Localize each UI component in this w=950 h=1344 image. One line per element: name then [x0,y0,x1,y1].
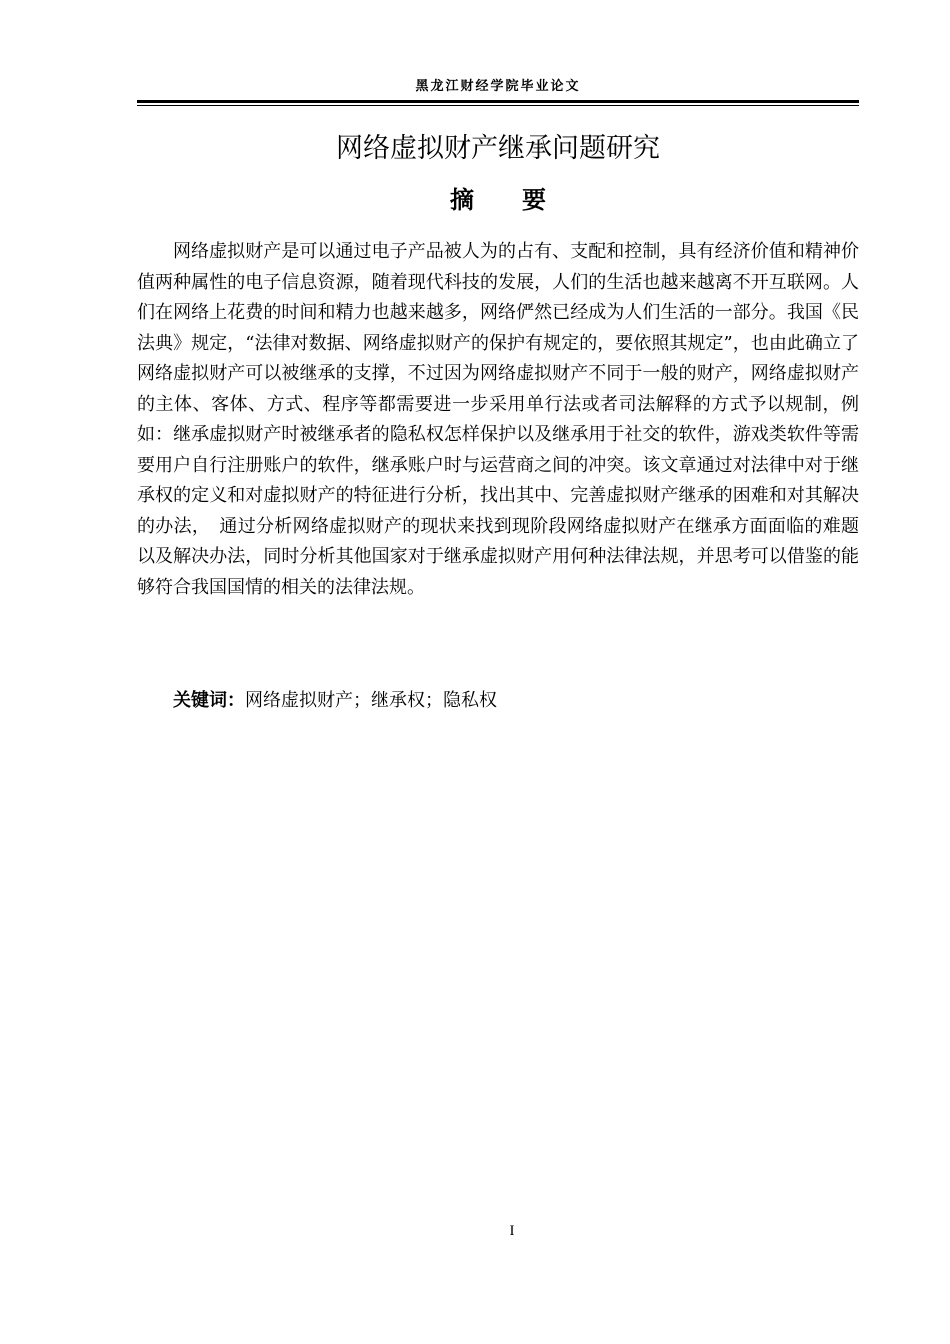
abstract-body: 网络虚拟财产是可以通过电子产品被人为的占有、支配和控制，具有经济价值和精神价值两种属性的电子信息资源，随着现代科技的发展，人们的生活也越来越离不开互联网。人们在网络上花费的时间和精力也越来越多，网络俨然已经成为人们生活的一部分。我国《民法典》规定，“法律对数据、网络虚拟财产的保护有规定的，要依照其规定”，也由此确立了网络虚拟财产可以被继承的支撑，不过因为网络虚拟财产不同于一般的财产，网络虚拟财产的主体、客体、方式、程序等都需要进一步采用单行法或者司法解释的方式予以规制，例如：继承虚拟财产时被继承者的隐私权怎样保护以及继承用于社交的软件，游戏类软件等需要用户自行注册账户的软件，继承账户时与运营商之间的冲突。该文章通过对法律中对于继承权的定义和对虚拟财产的特征进行分析，找出其中、完善虚拟财产继承的困难和对其解决的办法， 通过分析网络虚拟财产的现状来找到现阶段网络虚拟财产在继承方面面临的难题以及解决办法，同时分析其他国家对于继承虚拟财产用何种法律法规，并思考可以借鉴的能够符合我国国情的相关的法律法规。 [137,241,859,598]
keywords-line [173,686,859,716]
header-rule-thin [137,105,859,106]
abstract-heading [137,182,859,218]
keywords-value: 网络虚拟财产；继承权；隐私权 [245,690,497,711]
page-number: I [509,1223,515,1239]
abstract-heading-char-2: 要 [522,186,546,214]
header-rule-thick [137,100,859,103]
keywords-label: 关键词： [173,690,245,711]
abstract-heading-char-1: 摘 [450,186,474,214]
paper-title: 网络虚拟财产继承问题研究 [336,133,660,164]
running-header: 黑龙江财经学院毕业论文 [415,79,581,94]
